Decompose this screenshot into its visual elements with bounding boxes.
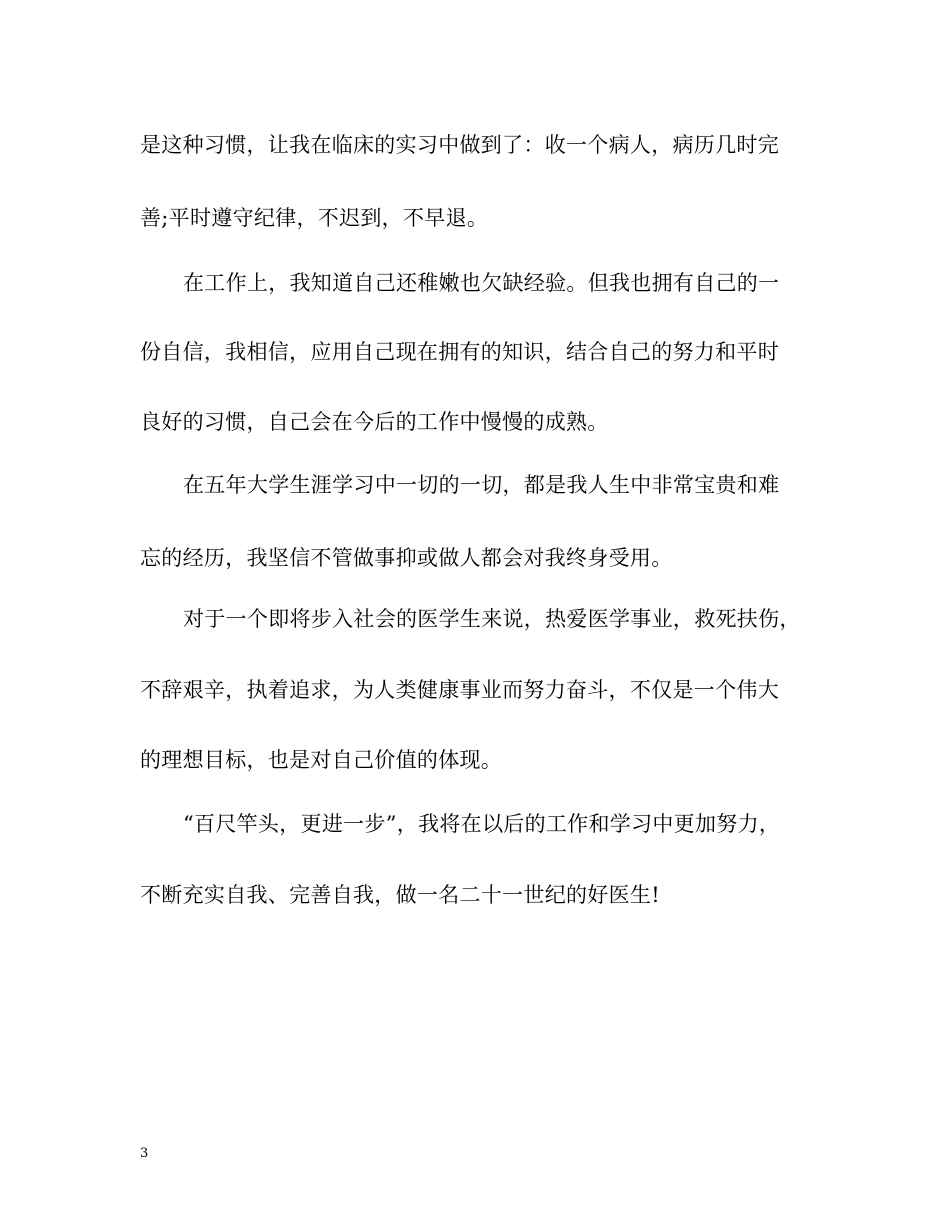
text-line-11: “百尺竿头，更进一步”，我将在以后的工作和学习中更加努力，: [183, 812, 781, 836]
text-line-1: 是这种习惯，让我在临床的实习中做到了：收一个病人，病历几时完: [140, 133, 779, 157]
text-line-5: 良好的习惯，自己会在今后的工作中慢慢的成熟。: [140, 410, 609, 434]
text-line-2: 善;平时遵守纪律，不迟到，不早退。: [140, 206, 489, 230]
text-line-12: 不断充实自我、完善自我，做一名二十一世纪的好医生!: [140, 883, 660, 907]
text-line-4: 份自信，我相信，应用自己现在拥有的知识，结合自己的努力和平时: [140, 340, 779, 364]
text-line-6: 在五年大学生涯学习中一切的一切，都是我人生中非常宝贵和难: [183, 473, 780, 497]
text-line-8: 对于一个即将步入社会的医学生来说，热爱医学事业，救死扶伤，: [183, 607, 801, 631]
text-line-9: 不辞艰辛，执着追求，为人类健康事业而努力奋斗，不仅是一个伟大: [140, 678, 779, 702]
text-line-7: 忘的经历，我坚信不管做事抑或做人都会对我终身受用。: [140, 546, 673, 570]
text-line-3: 在工作上，我知道自己还稚嫩也欠缺经验。但我也拥有自己的一: [183, 271, 780, 295]
text-line-10: 的理想目标，也是对自己价值的体现。: [140, 748, 503, 772]
page-number: 3: [140, 1146, 149, 1161]
